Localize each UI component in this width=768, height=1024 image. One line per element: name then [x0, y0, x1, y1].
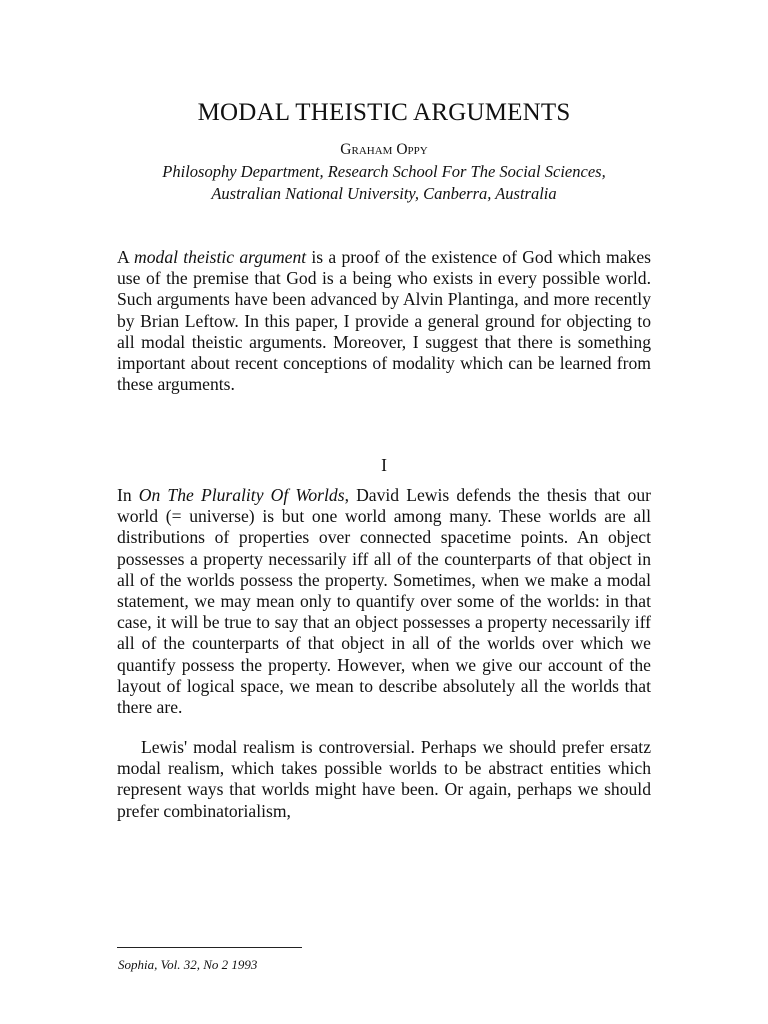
journal-volume: , Vol. 32, No 2 1993 — [154, 957, 258, 972]
author-affiliation — [0, 161, 768, 204]
affiliation-line-2: Australian National University, Canberra, Australia — [211, 183, 557, 203]
section-heading: I — [381, 455, 387, 475]
journal-citation — [118, 957, 257, 973]
abstract — [117, 247, 651, 395]
abstract-rest: is a proof of the existence of God which makes use of the premise that God is a being who exists in every possible world. Such arguments have been advanced by Alvin Plantinga, and more recently by Brian Leftow. In this paper, I provide a general ground for objecting to all modal theistic arguments. Moreover, I suggest that there is something important about recent conceptions of modality which can be learned from these arguments. — [117, 247, 651, 395]
author-name: Graham Oppy — [340, 141, 428, 158]
section-1-paragraph-1 — [117, 485, 651, 718]
p2-text: Lewis' modal realism is controversial. Perhaps we should prefer ersatz modal realism, which takes possible worlds to be abstract entities which represent ways that worlds might have been. Or again, perhaps we should prefer combinatorialism, — [117, 737, 651, 821]
book-title: On The Plurality Of Worlds — [138, 485, 345, 505]
affiliation-line-1: Philosophy Department, Research School For The Social Sciences, — [162, 162, 606, 181]
journal-name: Sophia — [118, 957, 155, 972]
p1-lead: In — [117, 485, 139, 505]
section-1-paragraph-2 — [117, 737, 651, 822]
paper-title: MODAL THEISTIC ARGUMENTS — [197, 99, 571, 126]
footnote-rule — [117, 947, 302, 948]
p1-rest: , David Lewis defends the thesis that our world (= universe) is but one world among many. These worlds are all distributions of properties over connected spacetime points. An object possesses a property necessarily iff all of the counterparts of that object in all of the worlds possess the property. Sometimes, when we make a modal statement, we may mean only to quantify over some of the worlds: in that case, it will be true to say that an object possesses a property necessarily iff all of the counterparts of that object in all of the worlds over which we quantify possess the property. However, when we give our account of the layout of logical space, we mean to describe absolutely all the worlds that there are. — [117, 485, 651, 718]
abstract-term: modal theistic argument — [134, 247, 307, 267]
abstract-lead: A — [117, 247, 135, 267]
abstract-paragraph — [117, 247, 651, 395]
